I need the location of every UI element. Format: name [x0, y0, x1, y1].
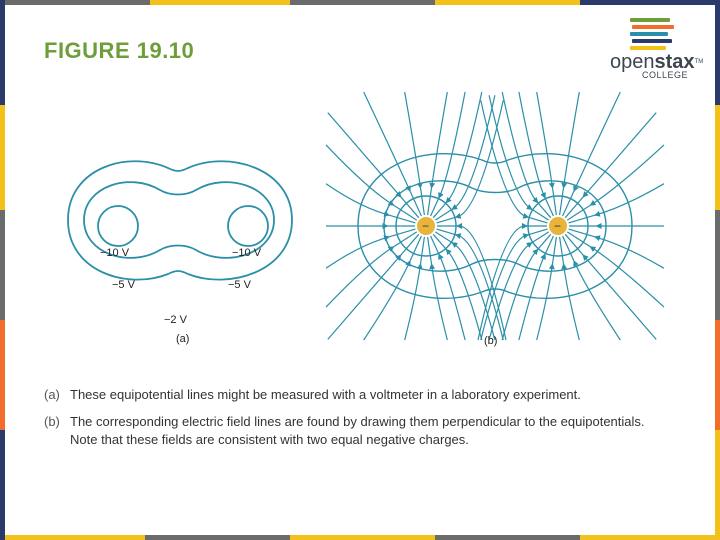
caption-a-tag: (a): [44, 387, 60, 402]
caption-b-text: The corresponding electric field lines are found by drawing them perpendicular to the equipotentials. Note that these fields are consistent with two equal negative charges.: [70, 414, 645, 447]
figure-a-equipotentials: [48, 128, 308, 348]
page-title: FIGURE 19.10: [44, 38, 195, 63]
panel-label-b: (b): [484, 335, 498, 347]
field-line: [565, 113, 656, 218]
charge-right-sign: −: [554, 219, 562, 233]
charge-left-sign: −: [422, 219, 430, 233]
field-line: [478, 226, 547, 340]
equipotential-outer: [68, 161, 292, 279]
logo-wordmark: openstax™: [610, 51, 704, 73]
label-right-inner: −10 V: [232, 247, 262, 259]
field-line: [560, 92, 580, 215]
label-right-middle: −5 V: [228, 279, 251, 291]
field-line: [326, 184, 415, 223]
field-line: [569, 229, 664, 268]
caption-a: [44, 386, 664, 404]
field-line: [569, 184, 664, 223]
field-line: [565, 234, 656, 339]
field-line: [328, 234, 419, 339]
field-line: [437, 226, 506, 340]
field-line: [563, 92, 621, 216]
field-line: [364, 92, 422, 216]
label-left-inner: −10 V: [100, 247, 130, 259]
caption-b-tag: (b): [44, 414, 60, 429]
field-line: [328, 113, 419, 218]
openstax-logo: [608, 16, 704, 82]
label-outer: −2 V: [164, 314, 187, 326]
logo-college: COLLEGE: [642, 70, 689, 80]
label-left-middle: −5 V: [112, 279, 135, 291]
field-line: [405, 92, 425, 215]
equipotential-right-circle: [228, 206, 268, 246]
figure-b-field-lines: [322, 88, 668, 364]
field-line: [326, 229, 415, 268]
caption-a-text: These equipotential lines might be measured with a voltmeter in a laboratory experiment.: [70, 387, 581, 402]
panel-label-a: (a): [176, 333, 190, 345]
caption-b: [44, 413, 664, 449]
field-line: [502, 234, 551, 340]
equipotential-left-circle: [98, 206, 138, 246]
field-line: [433, 234, 482, 340]
